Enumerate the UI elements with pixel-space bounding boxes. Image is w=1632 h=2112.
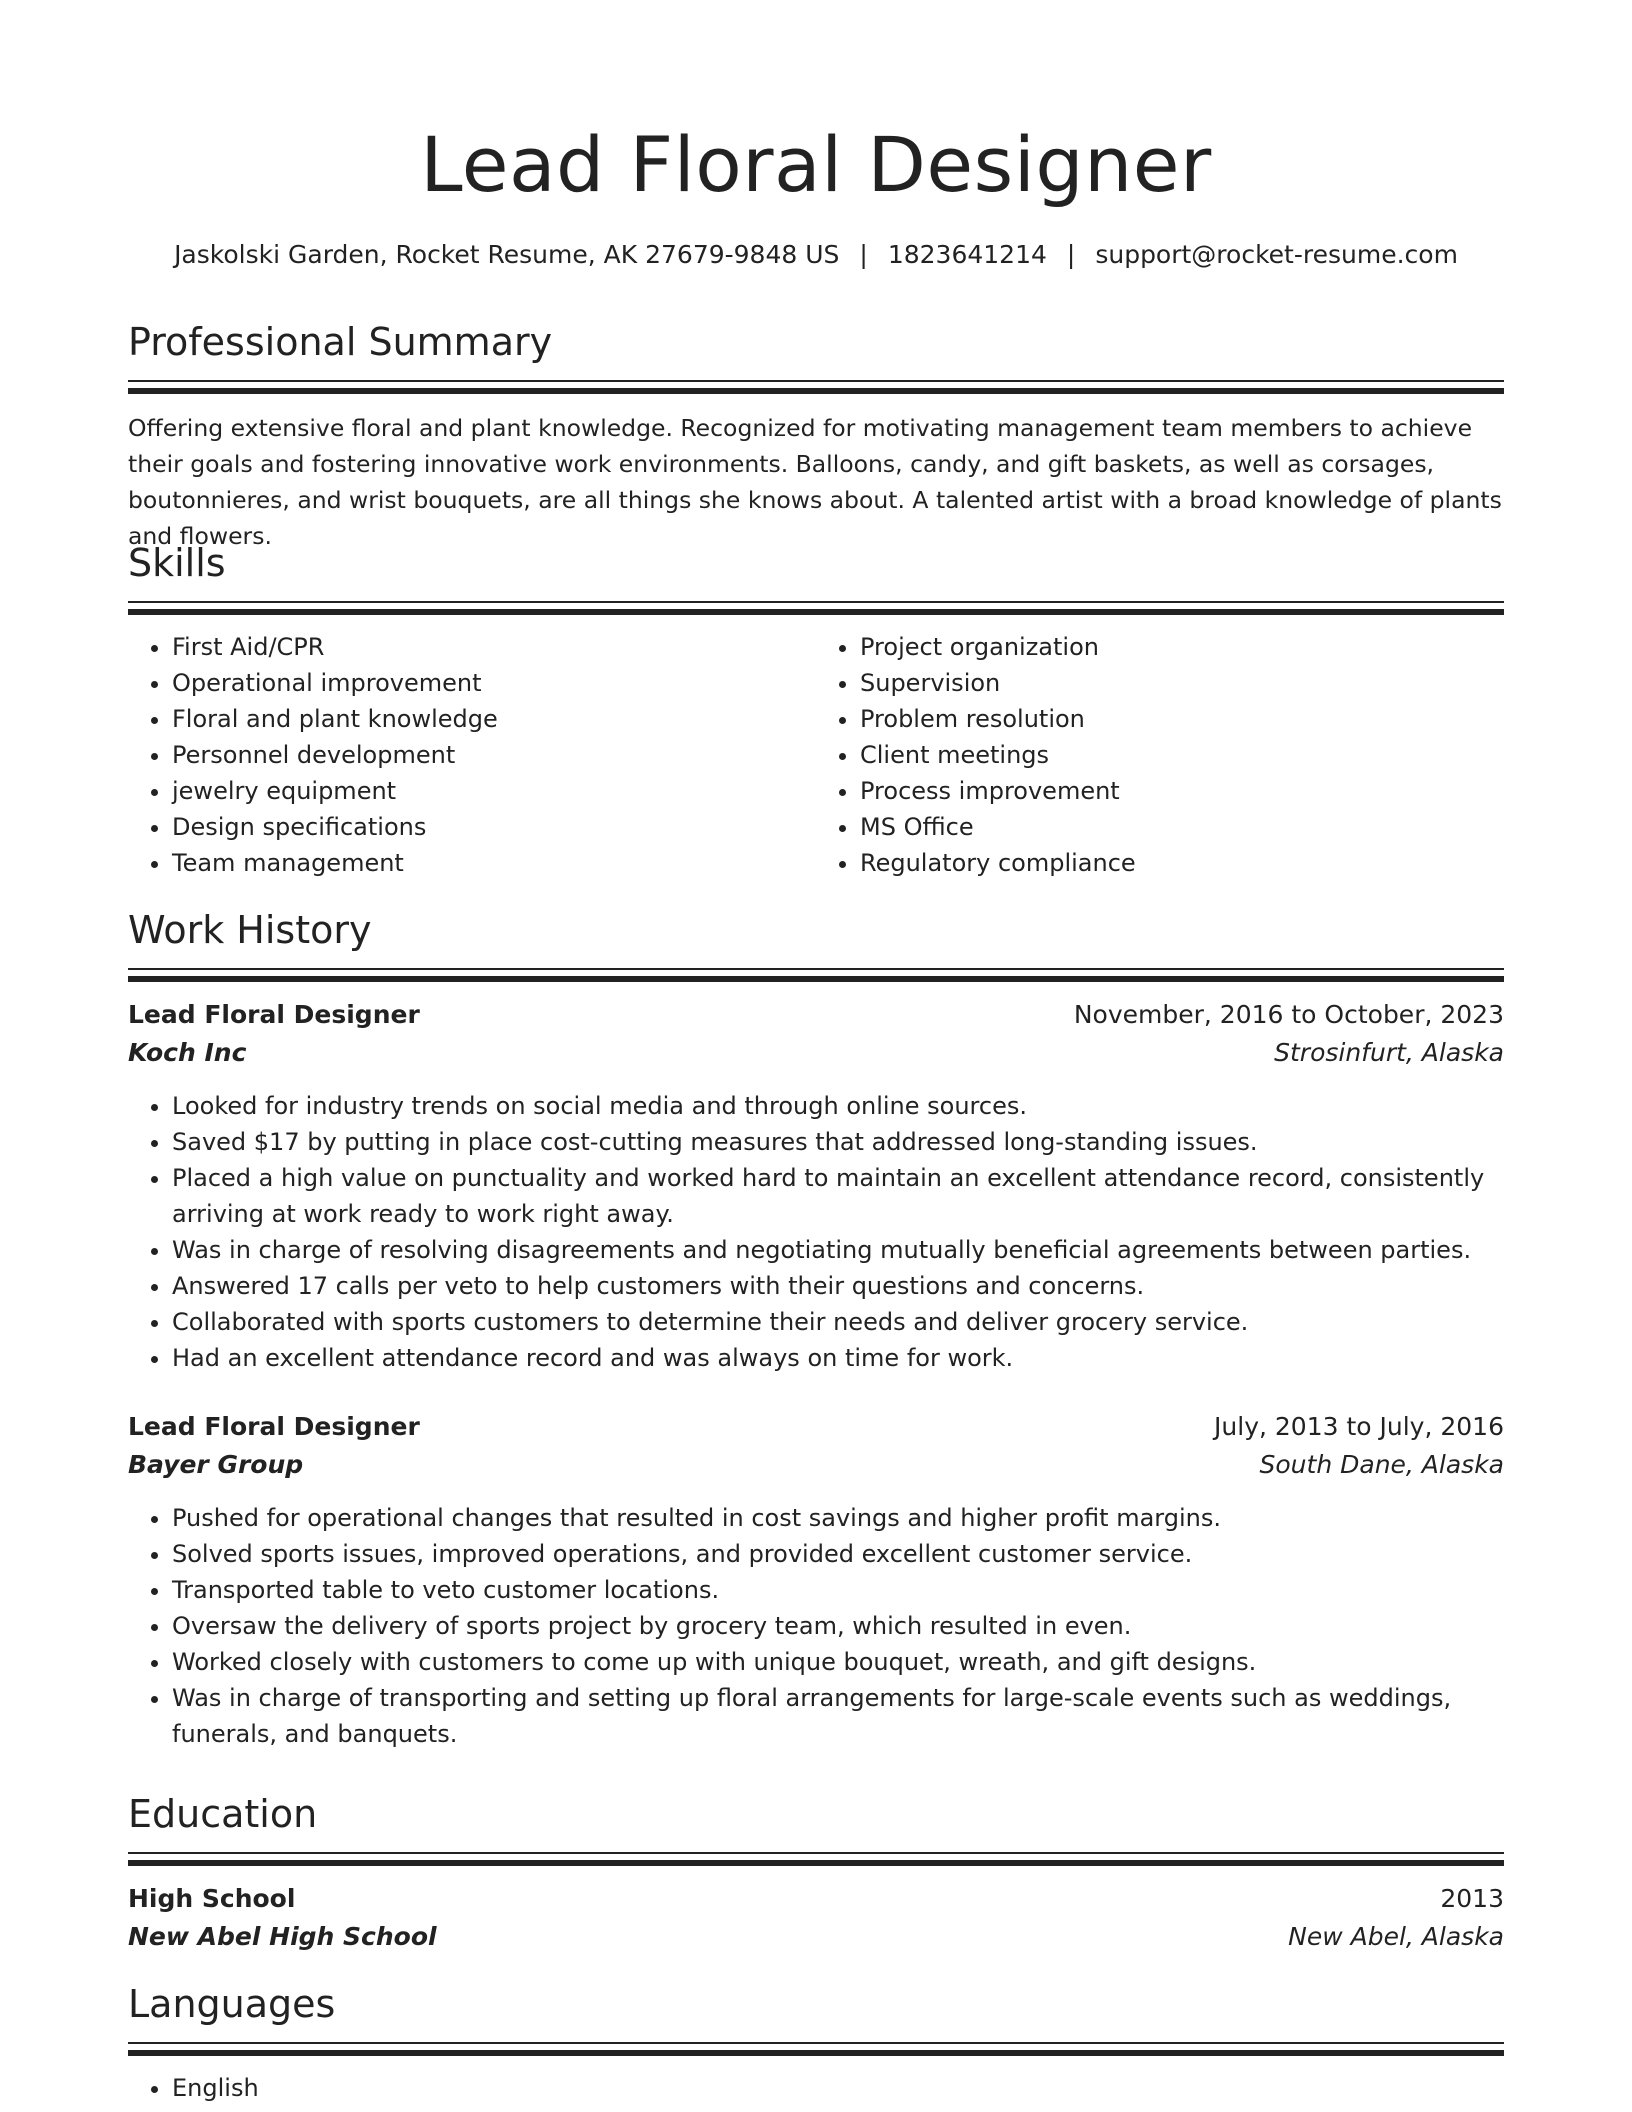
skill-item: • Operational improvement [172, 665, 816, 701]
skill-item: • Floral and plant knowledge [172, 701, 816, 737]
section-divider [128, 1852, 1504, 1864]
job-bullets [128, 1088, 1504, 1376]
language-item: • English [172, 2070, 1504, 2106]
education-header [128, 1880, 1504, 1918]
skill-item: • Project organization [860, 629, 1504, 665]
skill-item: • Client meetings [860, 737, 1504, 773]
job-header [128, 1408, 1504, 1446]
job-dates: July, 2013 to July, 2016 [1214, 1412, 1504, 1441]
job-bullet: • Had an excellent attendance record and was always on time for work. [172, 1340, 1504, 1376]
job-bullet: • Pushed for operational changes that resulted in cost savings and higher profit margins. [172, 1500, 1504, 1536]
section-divider [128, 968, 1504, 980]
job-subheader [128, 1034, 1504, 1072]
education-subheader [128, 1918, 1504, 1956]
job-company: Bayer Group [128, 1450, 304, 1479]
skill-item: • Team management [172, 845, 816, 881]
skills-list-left [128, 629, 816, 881]
job-bullet: • Worked closely with customers to come up with unique bouquet, wreath, and gift designs. [172, 1644, 1504, 1680]
job-company: Koch Inc [128, 1038, 247, 1067]
education-year: 2013 [1440, 1884, 1504, 1913]
summary-text: Offering extensive floral and plant knowledge. Recognized for motivating management team members to achieve their goals and fostering innovative work environments. Balloons, candy, and gift baskets, as well as corsages, boutonnieres, and wrist bouquets, are all things she knows about. A talented artist with a broad knowledge of plants and flowers. [128, 414, 1502, 550]
languages-heading: Languages [128, 1982, 336, 2026]
job-bullet: • Saved $17 by putting in place cost-cutting measures that addressed long-standing issues. [172, 1124, 1504, 1160]
job-bullet: • Transported table to veto customer locations. [172, 1572, 1504, 1608]
summary-heading: Professional Summary [128, 320, 553, 364]
skill-item: • First Aid/CPR [172, 629, 816, 665]
contact-email[interactable]: support@rocket-resume.com [1095, 240, 1458, 269]
job-role: Lead Floral Designer [128, 1412, 420, 1441]
job-bullet: • Was in charge of resolving disagreements and negotiating mutually beneficial agreements between parties. [172, 1232, 1504, 1268]
skill-item: • Process improvement [860, 773, 1504, 809]
skill-item: • Personnel development [172, 737, 816, 773]
work-section [128, 906, 1504, 1752]
job-bullet: • Answered 17 calls per veto to help customers with their questions and concerns. [172, 1268, 1504, 1304]
job-role: Lead Floral Designer [128, 1000, 420, 1029]
job-bullet: • Was in charge of transporting and setting up floral arrangements for large-scale events such as weddings, funerals, and banquets. [172, 1680, 1504, 1752]
skill-item: • MS Office [860, 809, 1504, 845]
education-degree: High School [128, 1884, 296, 1913]
section-divider [128, 601, 1504, 613]
work-heading: Work History [128, 908, 372, 952]
job-bullet: • Collaborated with sports customers to determine their needs and deliver grocery service. [172, 1304, 1504, 1340]
skill-item: • jewelry equipment [172, 773, 816, 809]
job-dates: November, 2016 to October, 2023 [1073, 1000, 1504, 1029]
education-section [128, 1790, 1504, 1956]
contact-address: Jaskolski Garden, Rocket Resume, AK 27679-9848 US [174, 240, 840, 269]
skill-item: • Supervision [860, 665, 1504, 701]
job-bullet: • Solved sports issues, improved operations, and provided excellent customer service. [172, 1536, 1504, 1572]
skill-item: • Design specifications [172, 809, 816, 845]
job-header [128, 996, 1504, 1034]
education-entry [128, 1880, 1504, 1956]
job-location: Strosinfurt, Alaska [1274, 1038, 1504, 1067]
job-bullets [128, 1500, 1504, 1752]
languages-list [128, 2070, 1504, 2106]
contact-line [128, 240, 1504, 269]
job-bullet: • Oversaw the delivery of sports project by grocery team, which resulted in even. [172, 1608, 1504, 1644]
skills-heading: Skills [128, 541, 226, 585]
job-location: South Dane, Alaska [1259, 1450, 1504, 1479]
education-school: New Abel High School [128, 1922, 437, 1951]
skill-item: • Regulatory compliance [860, 845, 1504, 881]
skills-columns [128, 629, 1504, 881]
section-divider [128, 380, 1504, 392]
resume-title: Lead Floral Designer [420, 120, 1212, 209]
section-divider [128, 2042, 1504, 2054]
languages-section [128, 1980, 1504, 2106]
skills-section [128, 539, 1504, 881]
contact-phone: 1823641214 [887, 240, 1047, 269]
contact-separator: | [1066, 240, 1076, 269]
job-bullet: • Looked for industry trends on social media and through online sources. [172, 1088, 1504, 1124]
summary-section [128, 318, 1504, 554]
job-bullet: • Placed a high value on punctuality and worked hard to maintain an excellent attendance record, consistently arriving at work ready to work right away. [172, 1160, 1504, 1232]
education-location: New Abel, Alaska [1288, 1922, 1504, 1951]
contact-separator: | [859, 240, 868, 269]
education-heading: Education [128, 1792, 318, 1836]
skill-item: • Problem resolution [860, 701, 1504, 737]
job-entry [128, 1408, 1504, 1752]
skills-list-right [816, 629, 1504, 881]
job-entry [128, 996, 1504, 1376]
job-subheader [128, 1446, 1504, 1484]
